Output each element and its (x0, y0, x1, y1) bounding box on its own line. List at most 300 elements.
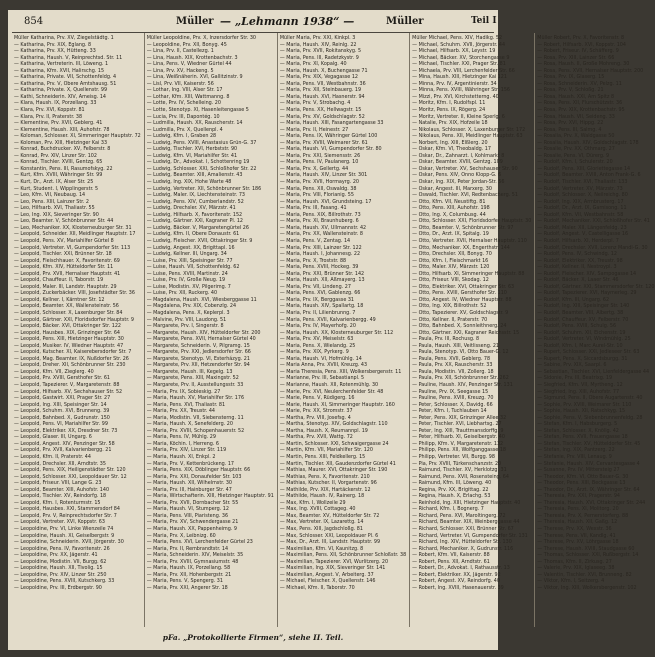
directory-title: — „Lehmann 1938“ — (220, 15, 355, 28)
directory-entry: — Nikolaus, Pens. XII, Meidlinger Hauptstr. 63 (412, 133, 523, 140)
directory-entry: — Theodor, Kfm. VI, Otto Bauer-G. 30 (537, 473, 629, 480)
directory-entry: — Mathilde, Prv. XIX, Hartäckerstr. 12 (279, 486, 371, 493)
directory-entry: — Martha, Prv. XVII, Wattg. 72 (279, 434, 353, 441)
directory-entry: — Robert, Elektriker. XX, Jägerstr. 92 (412, 571, 501, 578)
directory-entry: — Luise, Prv. XII, Ruckerg. 40 (146, 290, 218, 297)
directory-entry: — Otto, Gärtner. XXI, Kagraner Reichsstr. 15 (412, 329, 520, 336)
directory-entry: — Stefanie, Haush. XIV, Cervantesgasse 4 (537, 460, 640, 467)
directory-entry: — Max, Ing. XVIII, Cottageg. 40 (279, 506, 356, 513)
directory-entry: — Rudolf, Drechsler. XVII, Lorenz Mandl-G. 30 (537, 244, 648, 251)
directory-entry: — Sidonie, Prv. III, Beatrixg. 19 (537, 375, 613, 382)
directory-entry: — Leopold, Tapezierer. V, Margaretenstr. 88 (14, 381, 120, 388)
directory-entry: — Minna, Prv. IV, Argentinierstr. 34 (412, 80, 497, 87)
directory-entry: — Maria, Prv. XII, Hohenbergstr. 21 (146, 571, 232, 578)
directory-entry: — Kathi, Schneiderin. XIV, Ameisg. 14 (14, 93, 107, 100)
directory-entry: — Rudolf, Angest. V, Castelligasse 16 (537, 231, 629, 238)
directory-entry: — Maria, Pens. VII, Westbahnstr. 36 (279, 80, 366, 87)
directory-entry: — Rosalia, Haush. XIV, Goldschlagstr. 178 (537, 139, 639, 146)
directory-entry: — Sophie, Prv. XVIII, Weimarer Str. 110 (537, 401, 632, 408)
directory-entry: — Maria, Prv. IV, Mayerhofg. 20 (279, 323, 356, 330)
directory-entry: — Rosalie, Prv. XX, Othmarg. 27 (537, 146, 615, 153)
directory-entry: — Rudolf, Pens. XIII, Gloriettegasse 14 (537, 165, 631, 172)
directory-entry: — Rudolf, Gärtner. XXI, Stammersdorfer Str. 120 (537, 283, 655, 290)
directory-entry: — Magdalena, Prv. XIX, Cobenzlg. 24 (146, 303, 237, 310)
directory-entry: — Maria, Prv. V, Strobachg. 4 (279, 100, 351, 107)
directory-entry: — Leopold, Zuckerbäcker. VIII, Josefstädter Str. 36 (14, 290, 135, 297)
directory-entry: — Leopoldine, Haush. XII, Tivolig. 15 (14, 565, 103, 572)
directory-entry: — Lothar, Ing. VIII, Alser Str. 17 (146, 87, 223, 94)
directory-entry: — Koloman, Prv. XIII, Hietzinger Kai 33 (14, 139, 108, 146)
directory-entry: — Margarete, Pens. XVII, Hernalser Gürtel 40 (146, 336, 256, 343)
directory-entry: — Maria, Prv. X, Gellertg. 44 (279, 165, 349, 172)
directory-entry: — Oskar, Angest. III, Marxerg. 30 (412, 185, 492, 192)
directory-entry: — Peter, Pens. XIX, Grinzinger Allee 32 (412, 414, 507, 421)
directory-entry: — Martin, Pens. XIII, Feldkellerg. 15 (279, 454, 366, 460)
directory-entry: — Marie, Prv. XVI, Neulerchenfelder Str. 48 (279, 388, 384, 395)
directory-entry: — Otto, Pens. XIII, Auhofstr. 198 (412, 205, 490, 212)
directory-entry: — Maria, Haush. XIV, Linzer Str. 301 (279, 172, 368, 179)
directory-entry: — Maria, Haush. VI, Gumpendorfer Str. 80 (279, 146, 382, 153)
directory-entry: — Maria, Prv. III, Hainburger Str. 47 (146, 486, 232, 493)
directory-entry: — Maria, Prv. XIII, Lainzer Str. 122 (279, 244, 362, 251)
directory-entry: — Koloman, Schlosser. XI, Simmeringer Hauptstr. 72 (14, 133, 141, 140)
directory-entry: — Maria, Haush. XX, Pappenheimg. 9 (146, 526, 238, 533)
directory-entry: — Margarete, Pens. XIII, Maxingstr. 52 (146, 375, 239, 382)
directory-entry: — Maria, Pens. XIX, Döblinger Hauptstr. 66 (146, 467, 251, 474)
directory-entry: — Maria, Pens. XVII, Kalvarienbergg. 49 (279, 316, 376, 323)
directory-entry: — Otto, Dr., Arzt. IX, Spitalg. 19 (412, 231, 489, 238)
directory-entry: — Rosa, Pens. XVII, Hernalser Hauptstr. 200 (537, 67, 644, 74)
directory-entry: — Maria, Haush. VI, Stumperg. 12 (146, 506, 229, 513)
directory-entry: — Ludwig, Kfm. VI, Mariahilfer Str. 41 (146, 152, 238, 159)
directory-entry: — Konrad, Prv. XIV, Linzer Str. 102 (14, 152, 97, 159)
directory-entry: — Marie, Pens. V, Rüdigerg. 16 (279, 395, 355, 402)
directory-entry: — Ludwig, Tischler. XVI, Herbststr. 90 (146, 146, 238, 153)
directory-entry: — Margarete, Prv. XXI, Jedlersdorfer Str. 66 (146, 349, 251, 356)
directory-entry: — Ludwig, Maler. IX, Liechtensteinstr. 73 (146, 192, 245, 199)
directory-entry: — Maria, Haush. XV, Ullmannstr. 42 (279, 224, 367, 231)
directory-entry: — Maria, Prv. XX, Wallensteinstr. 8 (279, 231, 363, 238)
directory-entry: — Norbert, Ing. XIII, Elßlerg. 20 (412, 139, 488, 146)
directory-entry: — Ludwig, Ing. XIX, Hohe Warte 48 (146, 179, 232, 186)
directory-entry: — Maria, Pens. XII, Oswaldg. 38 (279, 185, 357, 192)
directory-entry: — Richard, Pens. XVI, Maroltingerg. 72 (412, 512, 506, 519)
directory-entry: — Maria, Prv. XVIII, Schopenhauerstr. 52 (146, 427, 245, 434)
directory-entry: — Sebastian, Tischler. XVI, Lienfeldergasse 44 (537, 368, 650, 375)
directory-entry: — Margarete, Haush. III, Kegelg. 13 (146, 368, 233, 375)
directory-entry: — Philipp, Pens. XII, Wolfganggasse 18 (412, 447, 507, 454)
directory-entry: — Maria, Haush. I, Johannesg. 22 (279, 251, 361, 258)
directory-entry: — Michael, Schuhm. XVII, Jörgerstr. 44 (412, 41, 506, 48)
directory-entry: — Leopold, Friseur. VIII, Lange G. 23 (14, 480, 102, 487)
directory-entry: — Katharina, Private. X, Quellenstr. 99 (14, 87, 108, 94)
directory-entry: — Peter, Schlosser. X, Davidg. 66 (412, 401, 493, 408)
directory-entry: — Ludwig, Hilfsarb. X, Favoritenstr. 152 (146, 211, 243, 218)
directory-entry: — Leopoldine, Prv. VI, Linke Wienzeile 74 (14, 526, 114, 533)
directory-entry: — Maria, Pens. XVI, Lerchenfelder Gürtel 23 (146, 539, 253, 546)
directory-entry: — Stefan, Pens. XVII, Frauengasse 18 (537, 434, 628, 441)
directory-entry: — Rudolf, Elektriker. XX, Treustr. 98 (537, 257, 623, 264)
directory-entry: — Otto, Ing. X, Columbusg. 44 (412, 211, 486, 218)
directory-entry: — Richard, Ing. XIV, Hütteldorfer Str. 130 (412, 539, 512, 546)
directory-entry: — Maria, Haush. XIV, Spallartg. 18 (279, 303, 364, 310)
directory-entry: — Michael, Tischler. XXI, Prager Str. 81 (412, 61, 506, 68)
directory-entry: — Maria, Pens. V, Spengerg. 31 (146, 578, 223, 585)
directory-entry: — Robert, Dr., Advokat. I, Rathausstr. 13 (412, 565, 510, 572)
directory-column (12, 33, 142, 627)
directory-entry: — Viktor, Kfm. I, Seitzerg. 4 (537, 578, 605, 585)
directory-entry: — Ludwig, Schlosser. XXI, Schloßhofer Str. 22 (146, 165, 257, 172)
directory-entry: — Maria Theresia, Pens. XIII, Wolkersbergenstr. 11 (279, 368, 402, 375)
directory-entry: — Lucia, Prv. III, Dapontég. 10 (146, 113, 220, 120)
directory-entry: — Martin, Tischler. XII, Gaudenzdorfer Gürtel 41 (279, 460, 396, 467)
directory-entry: — Peter, Kfm. I, Tuchlauben 14 (412, 408, 487, 415)
directory-entry: — Ludmilla, Prv. X, Quellenpl. 4 (146, 126, 223, 133)
directory-entry: — Leopold, Kfm. II, Praterstr. 44 (14, 454, 91, 460)
directory-entry: — Robert, Pens. XII, Arndtstr. 61 (412, 558, 490, 565)
directory-entry: — Theodor, Pens. XIII, Beckgasse 13 (537, 480, 626, 487)
directory-entry: — Leopoldine, Pens. IV, Favoritenstr. 26 (14, 545, 110, 552)
right-running-head: Müller (386, 16, 424, 27)
directory-entry: — Rudolf, Kfm. III, Ungarg. 62 (537, 296, 610, 303)
directory-entry: — Maria, Prv. XVIII, Gymnasiumstr. 48 (146, 558, 239, 565)
directory-entry: — Maria, Prv. XXI, Brünner Str. 142 (279, 270, 365, 277)
directory-entry: — Rosa, Prv. IX, Glaserg. 15 (537, 74, 605, 81)
directory-entry: — Ludwig, Kellner. III, Ungarg. 34 (146, 251, 227, 258)
directory-entry: — Maria, Haush. XIV, Reinlg. 22 (279, 41, 357, 48)
directory-entry: — Margarete, Stenotyp. VI, Esterházyg. 21 (146, 355, 250, 362)
directory-entry: Müller Leopoldine, Prv. X, Inzersdorfer Str. 30 (146, 35, 257, 41)
directory-entry: — Rudolf, Fleischer. XIV, Sampogasse 14 (537, 270, 637, 277)
directory-entry: — Leopoldine, Haush. XI, Geiselbergstr. 9 (14, 532, 115, 539)
directory-entry: — Magdalena, Haush. XVI, Wiesberggasse 11 (146, 296, 257, 303)
directory-entry: — Leopold, Bäcker. XVI, Ottakringer Str. 122 (14, 323, 122, 330)
directory-entry: — Maria, Pens. IX, Währinger Gürtel 100 (279, 133, 378, 140)
directory-entry: — Maria, Haush. XIII, Fasangartengasse 33 (279, 120, 384, 127)
directory-entry: — Maria, Prv. XXI, Donaufelder Str. 103 (146, 473, 242, 480)
directory-entry: — Paula, Prv. XX, Rauscherstr. 33 (412, 362, 493, 369)
directory-entry: — Leopold, Kfm. I, Rotenturmstr. 15 (14, 499, 101, 506)
directory-entry: — Stefan, Tischler. XV, Hütteldorfer Str. 45 (537, 440, 641, 447)
directory-entry: — Robert, Kfm. VII, Kaiserstr. 88 (412, 552, 490, 559)
directory-entry: — Maria, Pens. IV, Mühlg. 29 (146, 434, 216, 441)
directory-entry: — Maria, Köchin. I, Herreng. 6 (146, 440, 220, 447)
directory-entry: — Leopold, Tischler. XV, Reindorfg. 18 (14, 493, 107, 500)
directory-entry: — Moritz, Pens. IX, Rögerg. 24 (412, 107, 486, 114)
directory-entry: — Margarete, Prv. II, Ausstellungsstr. 33 (146, 381, 244, 388)
directory-entry: — Leo, Ing. XIX, Sieveringer Str. 90 (14, 211, 99, 218)
directory-entry: — Leopold, Schlosser. X, Laxenburger Str. 84 (14, 309, 123, 316)
directory-entry: — Oskar, Dr., Zahnarzt. I, Kohlmarkt 8 (412, 152, 505, 159)
directory-entry: — Luise, Modistin. XV, Pilgerimg. 7 (146, 283, 231, 290)
directory-entry: — Rudolf, Beamter. VIII, Albertg. 38 (537, 309, 624, 316)
directory-entry: — Kurt, Dr., Arzt. IX, Alser Str. 25 (14, 179, 94, 186)
directory-entry: — Martin, Schlosser. XXI, Schwaigergasse 24 (279, 440, 389, 447)
directory-entry: — Michaela, Prv. VIII, Lerchenfelder Str. 66 (412, 67, 515, 74)
directory-entry: — Stefan, Ing. XIX, Pantzerg. 22 (537, 447, 615, 454)
directory-entry: — Maria, Prv. XXI, Siemensstr. 26 (279, 152, 361, 159)
directory-entry: — Rosa, Prv. V, Schloßg. 21 (537, 87, 604, 94)
directory-entry: — Maria, Prv. XV, Schwendergasse 21 (146, 519, 239, 526)
directory-entry: — Katharina, Vertreterin. III, Löweng. 1 (14, 61, 109, 68)
directory-entry: — Maria, Prv. XV, Goldschlagstr. 52 (279, 113, 365, 120)
directory-entry: — Lotte, Prv. IV, Schelleing. 20 (146, 100, 221, 107)
directory-entry: — Rosa, Prv. XIII, Lainzer Str. 66 (537, 54, 615, 61)
directory-entry: — Klementine, Prv. XVII, Geblerg. 41 (14, 120, 103, 127)
directory-entry: — Max, Kfm. I, Wollzeile 29 (279, 499, 346, 506)
directory-entry: — Paula, Stenotyp. VI, Otto Bauer-G. 12 (412, 349, 509, 356)
directory-entry: — Maria, Prv. III, Fasang. 41 (279, 205, 347, 212)
directory-entry: — Leopold, Gastwirt. XXI, Prager Str. 27 (14, 395, 111, 402)
directory-entry: — Rosalie, Pens. VI, Dürerg. 9 (537, 152, 610, 159)
directory-entry: — Maria, Prv. VIII, Florianig. 55 (279, 192, 354, 199)
directory-entry: — Ludwig, Angest. XX, Brigittapl. 16 (146, 244, 235, 251)
directory-entry: — Leopold, Drechsler. XII, Arndtstr. 35 (14, 460, 106, 467)
directory-entry: — Ludwig, Gärtner. XXI, Kagraner Pl. 12 (146, 218, 243, 225)
directory-entry: — Leopold, Dreher. XII, Schönbrunner Str. 230 (14, 362, 126, 369)
left-running-head: Müller (176, 16, 214, 27)
directory-entry: — Rosa, Prv. XVI, Hippg. 22 (537, 120, 604, 127)
directory-entry: — Otto, Vertreter. XVII, Hernalser Hauptstr. 110 (412, 237, 527, 244)
directory-entry: — Otto, Drechsler. XII, Bonyg. 70 (412, 251, 492, 258)
directory-entry: — Rudolf, Pens. XVIII, Schulg. 56 (537, 323, 617, 330)
directory-entry: — Klementine, Haush. XIII, Auhofstr. 78 (14, 126, 110, 133)
directory-entry: — Marie, Haush. XI, Simmeringer Hauptstr. 160 (279, 401, 395, 408)
directory-entry: — Maria, Haush. XII, Aßmayerg. 13 (279, 277, 365, 284)
directory-entry: — Maria, Prv. XI, Kopalg. 40 (279, 61, 347, 68)
directory-entry: — Leopold, Tischler. XXI, Brünner Str. 18 (14, 251, 112, 258)
directory-entry: — Theresia, Prv. XXI, Pragerstr. 94 (537, 493, 621, 500)
directory-entry: — Maria, Prv. X, Troststr. 88 (279, 257, 347, 264)
directory-entry: — Rudolf, Vertreter. VI, Windmühlg. 25 (537, 336, 631, 343)
directory-entry: — Rudolf, Bäcker. X, Laaer Str. 46 (537, 277, 619, 284)
directory-entry: — Maria, Prv. II, Lilienbrunng. 7 (279, 309, 356, 316)
page-footer: pFa. „Protokollierte Firmen“, siehe II. Teil. (162, 633, 344, 642)
directory-entry: — Katharina, Prv. XX, Hütteng. 33 (14, 48, 96, 55)
directory-entry: — Maria, Prv. XIX, Vegagasse 12 (279, 74, 358, 81)
directory-entry: — Leopoldine, Pens. XVIII, Kutschkerg. 33 (14, 578, 115, 585)
directory-entry: — Pauline, Haush. XIV, Penzinger Str. 131 (412, 381, 513, 388)
directory-entry: — Kurt, Kfm. XVIII, Währinger Str. 99 (14, 172, 103, 179)
directory-entry: — Oskar, Beamter. XVIII, Gentzg. 109 (412, 159, 503, 166)
directory-entry: — Leopold, Kellner. I, Kärntner Str. 12 (14, 296, 105, 303)
directory-entry: Müller Robert, Prv. X, Favoritenstr. 8 (537, 35, 625, 41)
directory-entry: — Maria, Pens. XVIII, Hockeg. 39 (279, 264, 359, 271)
directory-entry: — Maximilian, Pens. XII, Schönbrunner Schloßstr. 38 (279, 552, 407, 559)
directory-entry: — Peter, Tischler. XVI, Liebhartsg. 27 (412, 421, 502, 428)
directory-entry: — Leopoldine, Prv. III, Erdbergstr. 90 (14, 584, 102, 591)
directory-entry: — Rudolf, Kfm. I, Schulerstr. 20 (537, 159, 613, 166)
directory-column (144, 33, 275, 627)
directory-entry: — Katharina, Prv. XIX, Eglang. 8 (14, 41, 92, 48)
directory-entry: — Rudolf, Ing. XIX, Armbrusterg. 17 (537, 198, 624, 205)
directory-entry: — Valentin, Tischler. XVI, Brunneng. 82 (537, 571, 632, 578)
directory-entry: — Peter, Hilfsarb. XI, Geiselbergstr. 40 (412, 434, 505, 441)
directory-entry: — Lothar, Kfm. XIII, Wattmanng. 8 (146, 93, 230, 100)
directory-entry: — Maria, Wirtschafterin. XIII, Hietzinger Hauptstr. 91 (146, 493, 274, 500)
directory-entry: — Rupert, Pens. X, Siccardsburgg. 31 (537, 355, 628, 362)
directory-entry: — Rudolf, Pens. IV, Schwindg. 12 (537, 251, 617, 258)
directory-entry: — Martha, Prv. VIII, Josefsg. 4 (279, 414, 351, 421)
directory-entry: — Mathias, Maurer. XVI, Ottakringer Str. 190 (279, 467, 388, 474)
directory-entry: — Mathias, Kutscher. II, Vorgartenstr. 96 (279, 480, 377, 487)
directory-entry: — Oskar, Vertreter. XV, Sechshauser Str. 90 (412, 165, 518, 172)
directory-entry: — Otto, Ing. XIX, Billrothstr. 52 (412, 303, 487, 310)
directory-entry: — Leopold, Prv. XVIII, Gersthofer Str. 61 (14, 375, 111, 382)
directory-entry: — Raimund, Tischler. XV, Herklotzg. 31 (412, 467, 507, 474)
directory-entry: — Pia, Prv. XVIII, Türkenschanzstr. 20 (412, 460, 502, 467)
directory-entry: — Maria, Haush. XI, Enkpl. 2 (146, 454, 216, 460)
directory-entry: — Ludmilla, Haush. XX, Rauscherstr. 14 (146, 120, 243, 127)
directory-entry: — Rudolf, Kfm. I, Marc Aurel-Str. 10 (537, 342, 623, 349)
directory-entry: — Maria Anna, Prv. XVIII, Kreuzg. 43 (279, 362, 368, 369)
directory-entry: — Maria, Pens. VIII, Piaristeng. 36 (146, 512, 229, 519)
directory-entry: — Otto, Maler. XIV, Märzstr. 120 (412, 264, 490, 271)
directory-entry: — Maria, Prv. II, Heinestr. 27 (279, 126, 349, 133)
directory-entry: — Otto, Friseur. VIII, Skodag. 12 (412, 277, 489, 284)
directory-entry: — Leo, Mechaniker. XX, Klosterneuburger Str. 31 (14, 224, 132, 231)
directory-entry: — Maria, Haush. XII, Wilhelmstr. 30 (146, 480, 232, 487)
directory-entry: — Katharina, Prv. V, Obere Amtshausg. 51 (14, 80, 117, 87)
directory-entry: — Stefan, Kfm. I, Habsburgerg. 5 (537, 421, 618, 428)
directory-entry: — Ludwig, Fleischer. XVII, Ottakringer Str. 9 (146, 237, 253, 244)
directory-entry: — Konrad, Tischler. XVIII, Gentzg. 65 (14, 159, 103, 166)
directory-entry: — Maria, Prv. XVIII, Weimarer Str. 61 (279, 139, 368, 146)
directory-entry: — Katharina, Kfm. XVII, Halirschg. 15 (14, 67, 105, 74)
directory-entry: — Maria, Prv. XIX, Pyrkerg. 9 (279, 349, 349, 356)
directory-entry: — Michael, Kfm. II, Taborstr. 70 (279, 584, 355, 591)
directory-entry: — Leopold, Maler. III, Landstr. Hauptstr. 29 (14, 283, 117, 290)
directory-entry: — Sigmund, Pens. II, Obere Augartenstr. 40 (537, 395, 643, 402)
directory-entry: — Luise, Prv. IV, Große Neug. 19 (146, 277, 226, 284)
directory-entry: — Leopoldine, Modistin. VII, Burgg. 62 (14, 558, 107, 565)
directory-entry: — Rudolf, Dr., Arzt. IX, Garnisong. 11 (537, 205, 627, 212)
directory-entry: — Oskar, Kfm. VI, Theobaldg. 17 (412, 146, 491, 153)
directory-entry: — Klara, Haush. IX, Porzellang. 33 (14, 100, 97, 107)
directory-entry: — Stefan, Schlosser. X, Knöllg. 42 (537, 427, 619, 434)
directory-entry: — Leopold, Elektriker. XX, Dresdner Str. 73 (14, 427, 118, 434)
directory-entry: — Valerie, Prv. XIX, Iglaseeg. 38 (537, 565, 615, 572)
directory-entry: — Luise, Haush. VII, Schottenfeldg. 62 (146, 264, 240, 271)
directory-entry: — Marie, Prv. XX, Stromstr. 37 (279, 408, 353, 415)
directory-entry: — Maria, Modistin. VII, Siebensterng. 11 (146, 414, 244, 421)
directory-entry: — Leopold, Prv. V, Reinprechtsdorfer Str. 7 (14, 512, 117, 519)
directory-entry: — Leopold, Bahnbed. X, Gudrunstr. 150 (14, 414, 110, 421)
directory-entry: — Paula, Modistin. VII, Zollerg. 18 (412, 368, 494, 375)
directory-entry: — Leopold, Pens. VI, Mariahilfer Str. 99 (14, 421, 108, 428)
directory-entry: — Rudolf, Maler. XII, Längenfeldg. 23 (537, 224, 627, 231)
directory-entry: — Maria, Haush. XX, Klosterneuburger Str. 112 (279, 329, 394, 336)
directory-entry: — Viktor, Ing. XIII, Wolkersbergenstr. 102 (537, 584, 637, 591)
directory-entry: — Richard, Vertreter. VI, Gumpendorfer Str. 131 (412, 532, 528, 539)
directory-entry: — Paula, Haush. XIII, Veitlisseng. 21 (412, 342, 500, 349)
directory-entry: — Rosa, Haush. VII, Seideng. 33 (537, 113, 615, 120)
directory-entry: — Otto, Pens. XVIII, Gersthofer Str. 110 (412, 290, 507, 297)
directory-entry: — Margarete, Schneiderin. V, Pilgramg. 15 (146, 342, 250, 349)
directory-entry: — Maria, Prv. XVII, Dornbacher Str. 55 (146, 499, 239, 506)
directory-entry: — Theresia, Pens. XI, Molitorg. 20 (537, 506, 619, 513)
directory-entry: — Max, Dr., Arzt. III, Landstr. Hauptstr. 99 (279, 539, 381, 546)
directory-entry: — Ludwig, Vertreter. XII, Schönbrunner Str. 186 (146, 185, 262, 192)
directory-entry: — Maria, Prv. XV, Meiselstr. 63 (279, 336, 354, 343)
directory-entry: — Mizzi, Prv. XVI, Kirchstetterng. 40 (412, 93, 499, 100)
directory-entry: — Leopold, Hausbes. XXI, Stammersdorf 84 (14, 506, 120, 513)
directory-entry: — Regina, Haush. X, Erlachg. 53 (412, 493, 491, 500)
directory-entry: — Leopold, Prv. XVII, Hernalser Hauptstr. 41 (14, 270, 121, 277)
directory-entry: — Lina, Prv. XV, Hackeng. 5 (146, 67, 214, 74)
directory-entry: — Martha, Stenotyp. XIV, Goldschlagstr. 110 (279, 421, 388, 428)
directory-entry: — Maria, Haush. X, Senefelderg. 20 (146, 421, 233, 428)
directory-entry: — Moritz, Kfm. I, Rudolfspl. 11 (412, 100, 486, 107)
directory-entry: — Maria, Prv. IX, Berggasse 31 (279, 296, 355, 303)
directory-entry: — Rudolf, Kfm. VII, Westbahnstr. 58 (537, 211, 624, 218)
directory-entry: — Maria, Prv. XI, Braunhuberg. 6 (279, 218, 359, 225)
directory-entry: — Leopoldine, Prv. XIV, Linzer Str. 250 (14, 571, 107, 578)
directory-page (8, 10, 655, 650)
directory-entry: — Richard, Schlosser. XXI, Brünner Str. 67 (412, 526, 514, 533)
directory-entry: Müller Katharina, Prv. XV, Ziegelstädtg. 1 (14, 35, 114, 41)
directory-entry: — Leopold, Musiker. IV, Wiedner Hauptstr. 47 (14, 342, 124, 349)
directory-entry: — Paula, Prv. XII, Schönbrunner Str. 262 (412, 375, 509, 382)
directory-entry: — Maria, Prv. X, Leibnizg. 60 (146, 532, 216, 539)
directory-entry: — Mathilde, Haush. IV, Rainerg. 18 (279, 493, 365, 500)
directory-entry: — Regina, Prv. XX, Brigittag. 22 (412, 486, 489, 493)
directory-entry: — Rudolf, Beamter. XVIII, Anton Frank-G. 6 (537, 172, 641, 179)
directory-entry: — Leopoldine, Prv. XX, Jägerstr. 41 (14, 552, 98, 559)
directory-entry: — Theresia, Haush. XII, Gaßg. 12 (537, 519, 618, 526)
directory-entry: — Robert, Angest. XV, Reindorfg. 40 (412, 578, 500, 585)
directory-entry: — Marianne, Prv. III, Sebastianpl. 5 (279, 375, 365, 382)
directory-entry: — Maria, Haush. X, Buchengasse 71 (279, 67, 368, 74)
directory-entry: — Lisl, Prv. VII, Kaiserstr. 56 (146, 80, 214, 87)
directory-entry: — Mina, Haush. XIII, Hietzinger Kai 121 (412, 74, 507, 81)
directory-entry: — Lotte, Stenotyp. XI, Hasenleitengasse 5 (146, 107, 249, 114)
directory-entry: — Richard, Beamter. XIX, Weinberggasse 44 (412, 519, 520, 526)
directory-entry: — Maria, Pens. IV, Paulanerg. 10 (279, 159, 359, 166)
directory-entry: — Maria, Pens. X, Wielandg. 25 (279, 342, 356, 349)
directory-entry: — Maria, Pens. XIX, Billrothstr. 73 (279, 211, 361, 218)
directory-column (409, 33, 532, 627)
directory-entry: — Maria, Haush. XVI, Grundsteing. 17 (279, 198, 372, 205)
directory-entry: — Rosa, Pens. XII, Flurschützstr. 36 (537, 100, 623, 107)
directory-entry: — Lina, Weißnäherin. XVI, Gallitzinstr. 9 (146, 74, 243, 81)
directory-entry: — Konrad, Buchdrucker. XV, Felberstr. 8 (14, 146, 111, 153)
directory-entry: — Leopold, Angest. XIV, Penzinger Str. 58 (14, 440, 115, 447)
directory-entry: — Oskar, Ing. XIX, Peter Jordan-Str. 56 (412, 179, 505, 186)
page-header (8, 12, 498, 32)
directory-entry: — Leopold, Hausbes. XIX, Grinzinger Str. 64 (14, 329, 121, 336)
directory-entry: — Rosa, Pens. III, Salmg. 4 (537, 126, 602, 133)
directory-entry: — Maria, Prv. XVII, Rokitanskyg. 5 (279, 48, 362, 55)
directory-entry: — Richard, Mechaniker. X, Gudrunstr. 116 (412, 545, 514, 552)
directory-entry: — Ludwig, Pens. XVIII, Anastasius Grün-G. 37 (146, 139, 257, 146)
directory-entry: — Lina, Prv. II, Castellezg. 1 (146, 48, 214, 55)
directory-entry: — Therese, Haush. XVIII, Staudgasse 60 (537, 545, 635, 552)
directory-entry: — Leo, Hilfsarb. XVI, Thaliastr. 55 (14, 205, 95, 212)
directory-entry: — Leopold, Beamter. XIII, Auhofstr. 140 (14, 486, 110, 493)
directory-entry: — Leopold, Pens. XIII, Hietzinger Hauptstr. 30 (14, 336, 124, 343)
directory-entry: — Max, Pens. XIII, Jagdschloßg. 81 (279, 526, 363, 533)
directory-entry: — Michael, Fleischer. X, Quellenstr. 146 (279, 578, 376, 585)
directory-entry: — Luise, Pens. XVIII, Martinstr. 24 (146, 270, 228, 277)
directory-entry: — Moritz, Vertreter. II, Kleine Sperlg. 6 (412, 113, 505, 120)
directory-entry: — Katharina, Haush. V, Reinprechtsd. Str. 11 (14, 54, 123, 61)
directory-entry: — Leopold, Gärtner. XXI, Floridsdorfer Hauptstr. 9 (14, 316, 134, 323)
directory-entry: — Siegfried, Kfm. VII, Myrtheng. 12 (537, 381, 623, 388)
directory-entry: — Konstantin, Pens. III, Rasumofskyg. 22 (14, 165, 113, 172)
directory-entry: — Leopold, Vertreter. XVI, Koppstr. 63 (14, 519, 105, 526)
directory-entry: — Rosa, Haush. XXI, Am Spitz 8 (537, 93, 615, 100)
